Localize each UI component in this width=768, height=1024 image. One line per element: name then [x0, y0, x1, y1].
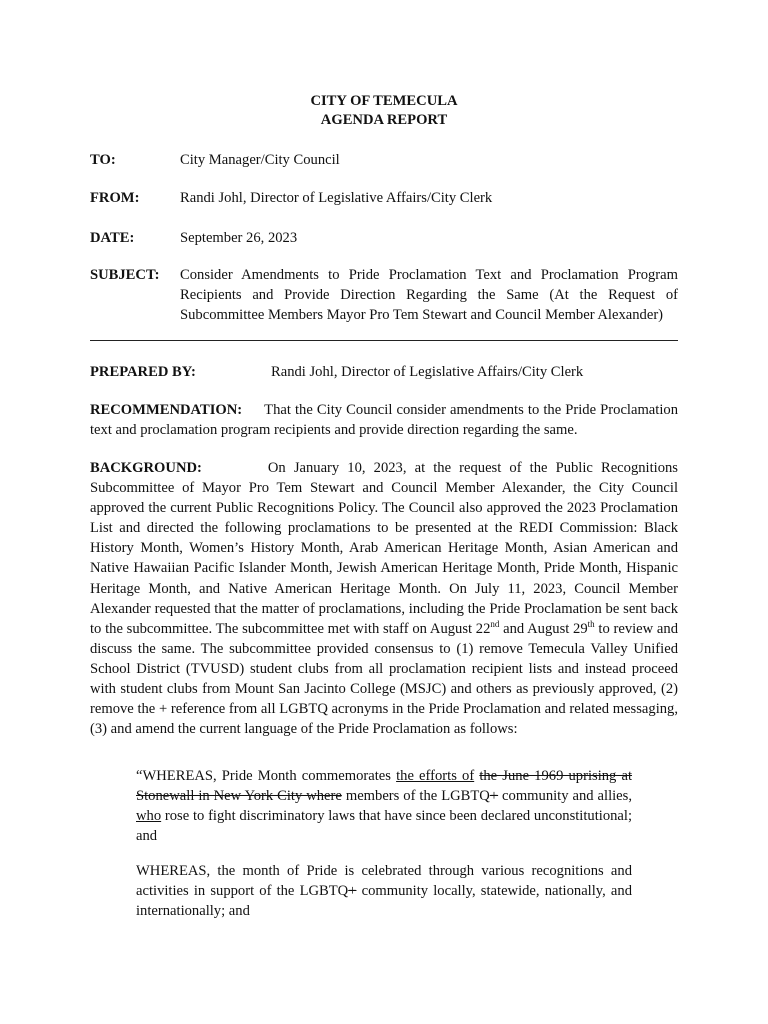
quote2-deleted-plus: + [348, 883, 357, 900]
background-label: BACKGROUND: [90, 460, 202, 476]
city-name-heading: CITY OF TEMECULA [310, 93, 458, 109]
report-type-heading: AGENDA REPORT [320, 112, 448, 128]
to-value: City Manager/City Council [180, 152, 340, 168]
quote1-inserted-who: who [136, 808, 162, 825]
subject-label: SUBJECT: [90, 267, 160, 283]
background-text-2: and August 29 [499, 620, 588, 637]
recommendation-text: That the City Council consider amendments to the Pride Proclamation text and proclamation program recipients and provide direction regarding the same. [90, 402, 678, 439]
quote2-text-c: community locally, statewide, nationally, and internationally; and [136, 883, 633, 920]
quote1-deleted-text: the June 1969 uprising at Stonewall in New York City where [136, 768, 633, 805]
quote2-text-a: WHEREAS, the month of Pride is celebrated through various recognitions and activities in support of the LGBTQ [136, 863, 632, 900]
background-sup-2: th [587, 618, 595, 629]
subject-value: Consider Amendments to Pride Proclamation Text and Proclamation Program Recipients and Provide Direction Regarding the Same (At the Request of Subcommittee Members Mayor Pro Tem Stewart and Council Member Alexander) [180, 267, 678, 323]
background-sup-1: nd [490, 618, 500, 629]
recommendation-paragraph [90, 400, 678, 440]
quote1-text-a: “WHEREAS, Pride Month commemorates [136, 768, 397, 784]
to-label: TO: [90, 152, 116, 168]
recommendation-label: RECOMMENDATION: [90, 402, 243, 418]
header-divider [90, 340, 678, 341]
from-label: FROM: [90, 190, 140, 206]
date-label: DATE: [90, 230, 135, 246]
background-text-3: to review and discuss the same. The subcommittee provided consensus to (1) remove Temecula Valley Unified School District (TVUSD) student clubs from all proclamation recipient lists and instead proceed with student clubs from Mount San Jacinto College (MSJC) and others as previously approved, (2) remove the + reference from all LGBTQ acronyms in the Pride Proclamation and related messaging, (3) and amend the current language of the Pride Proclamation as follows: [90, 620, 678, 738]
background-paragraph [90, 458, 678, 739]
prepared-by-label: PREPARED BY: [90, 364, 196, 380]
proclamation-quote-2 [136, 861, 632, 921]
quote1-text-e: members of the LGBTQ [341, 788, 490, 805]
background-text-1: On January 10, 2023, at the request of the Public Recognitions Subcommittee of Mayor Pro Tem Stewart and Council Member Alexander, the City Council approved the current Public Recognitions Policy. The Council also approved the 2023 Proclamation List and directed the following proclamations to be presented at the REDI Commission: Black History Month, Women’s History Month, Arab American Heritage Month, Asian American and Native Hawaiian Pacific Islander Month, Jewish American Heritage Month, Pride Month, Hispanic Heritage Month, and Native American Heritage Month. On July 11, 2023, Council Member Alexander requested that the matter of proclamations, including the Pride Proclamation be sent back to the subcommittee. The subcommittee met with staff on August 22 [90, 460, 678, 637]
prepared-by-value: Randi Johl, Director of Legislative Affairs/City Clerk [271, 364, 584, 380]
quote1-text-g: community and allies, [498, 788, 632, 805]
quote1-deleted-plus: + [489, 788, 499, 805]
date-value: September 26, 2023 [180, 230, 298, 246]
from-value: Randi Johl, Director of Legislative Affairs/City Clerk [180, 190, 493, 206]
proclamation-quote-1 [136, 766, 632, 846]
quote1-inserted-text: the efforts of [396, 768, 475, 784]
quote1-text-i: rose to fight discriminatory laws that have since been declared unconstitutional; and [136, 808, 632, 845]
